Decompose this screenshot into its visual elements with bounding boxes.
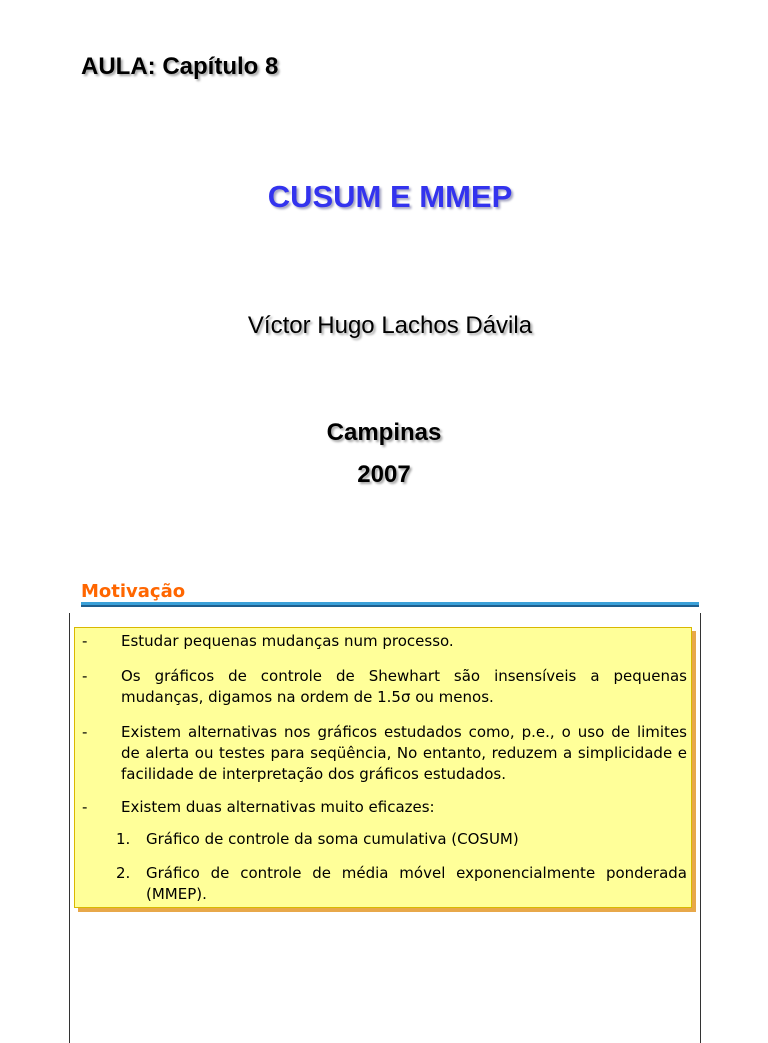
numbered-item xyxy=(80,829,687,850)
bullet-item xyxy=(80,722,687,785)
numbered-text: Gráfico de controle de média móvel exponencialmente ponderada (MMEP). xyxy=(146,864,687,903)
bullet-text: Existem duas alternativas muito eficazes: xyxy=(121,798,435,816)
heading-rule xyxy=(81,602,699,607)
bullet-item xyxy=(80,666,687,708)
bullet-dash: - xyxy=(82,798,88,816)
document-title: CUSUM E MMEP xyxy=(267,179,513,214)
bullet-text: Estudar pequenas mudanças num processo. xyxy=(121,632,454,650)
author-name: Víctor Hugo Lachos Dávila xyxy=(247,312,533,339)
chapter-label: AULA: Capítulo 8 xyxy=(81,53,279,80)
bullet-text: Os gráficos de controle de Shewhart são insensíveis a pequenas mudanças, digamos na ordem de 1.5σ ou menos. xyxy=(121,667,687,706)
numbered-item xyxy=(80,863,687,905)
city-label: Campinas xyxy=(326,419,442,446)
item-number: 1. xyxy=(116,830,131,848)
bullet-dash: - xyxy=(82,632,88,650)
bullet-item xyxy=(80,631,687,652)
year-label: 2007 xyxy=(357,461,411,488)
note-box xyxy=(74,627,692,908)
bullet-text: Existem alternativas nos gráficos estudados como, p.e., o uso de limites de alerta ou testes para seqüência, No entanto, reduzem a simplicidade e facilidade de interpretação dos gráficos estudados. xyxy=(121,723,687,783)
item-number: 2. xyxy=(116,864,131,882)
bullet-item xyxy=(80,797,687,818)
slide-heading: Motivação xyxy=(81,581,186,602)
bullet-dash: - xyxy=(82,667,88,685)
numbered-text: Gráfico de controle da soma cumulativa (COSUM) xyxy=(146,830,519,848)
bullet-dash: - xyxy=(82,723,88,741)
